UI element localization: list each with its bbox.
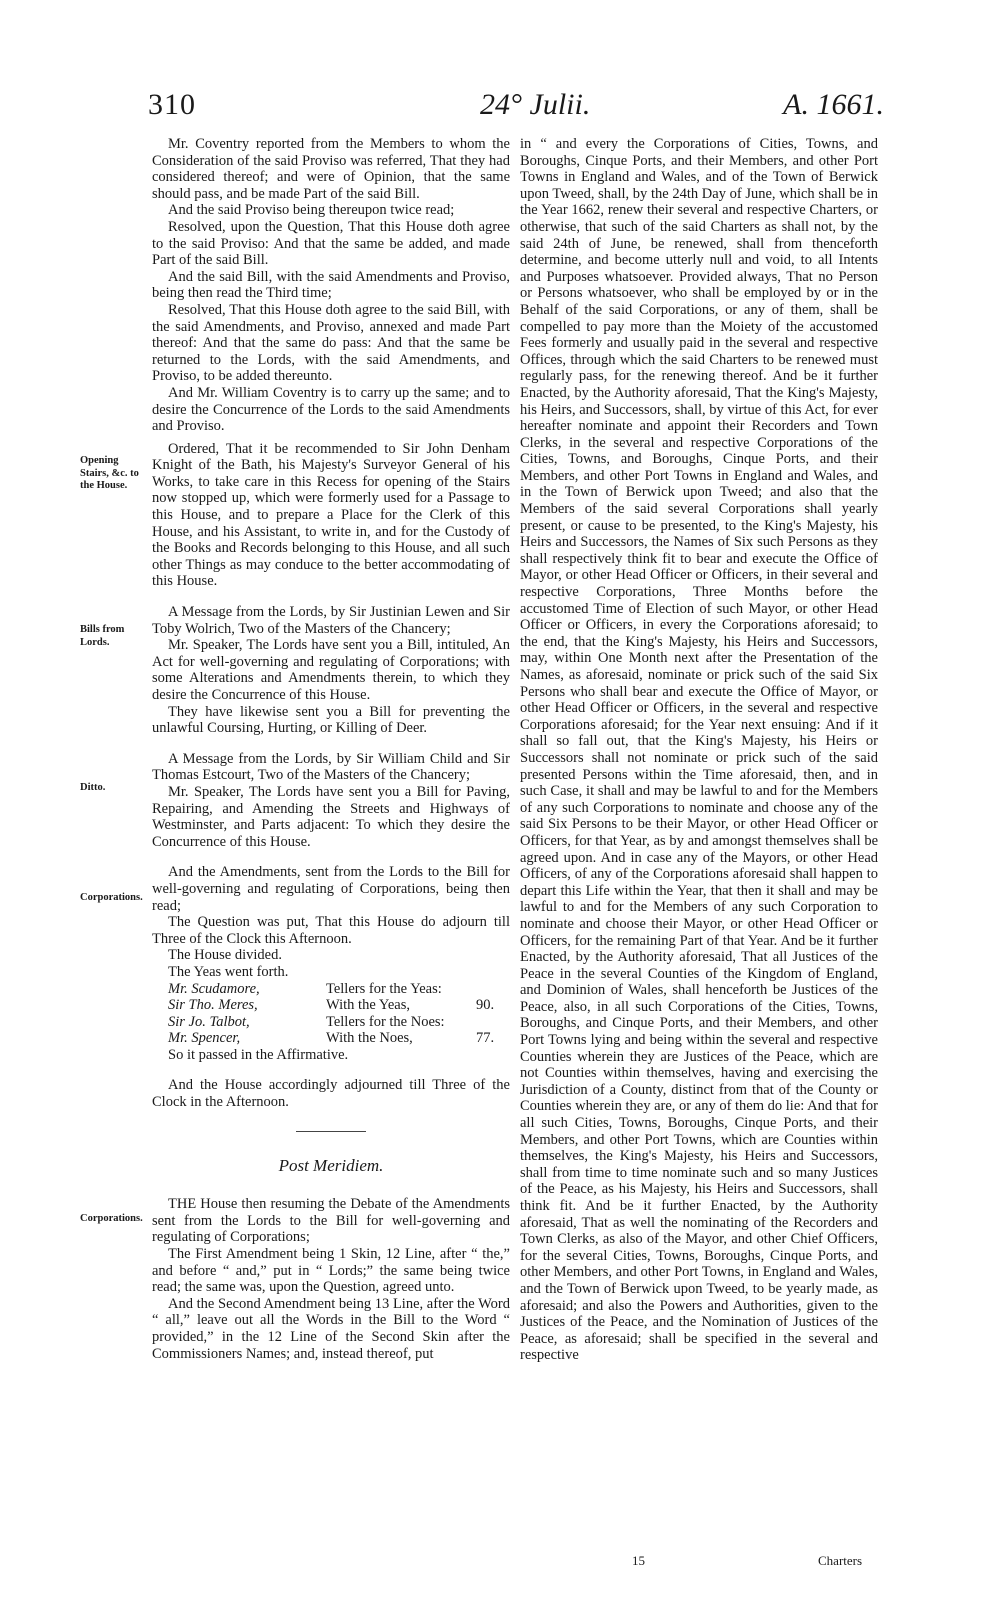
- paragraph: Mr. Speaker, The Lords have sent you a Bill, intituled, An Act for well-governing and regulating of Corporations; with some Alterations and Amendments therein, to which they desire the Concurrence of this House.: [152, 637, 510, 703]
- paragraph: A Message from the Lords, by Sir Justinian Lewen and Sir Toby Wolrich, Two of the Masters of the Chancery;: [152, 604, 510, 637]
- teller-role: With the Yeas,: [326, 997, 410, 1014]
- teller-row: [168, 1014, 510, 1031]
- margin-note-corporations-1: Corporations.: [80, 892, 143, 903]
- paragraph: Ordered, That it be recommended to Sir John Denham Knight of the Bath, his Majesty's Surveyor General of his Works, to take care in this Recess for opening of the Stairs now stopped up, which were formerly used for a Passage to this House, and to prepare a Place for the Clerk of this House, and his Assistant, to write in, and for the Custody of the Books and Records belonging to this House, and all such other Things as may conduce to the better accommodating of this House.: [152, 440, 510, 590]
- paragraph: Mr. Speaker, The Lords have sent you a Bill for Paving, Repairing, and Amending the Streets and Highways of Westminster, and Parts adjacent: To which they desire the Concurrence of this House.: [152, 783, 510, 850]
- paragraph: And Mr. William Coventry is to carry up the same; and to desire the Concurrence of the Lords to the said Amendments and Proviso.: [152, 384, 510, 435]
- paragraph: And the said Proviso being thereupon twice read;: [168, 202, 455, 219]
- page-number: 310: [148, 88, 196, 121]
- paragraph: The Question was put, That this House do adjourn till Three of the Clock this Afternoon.: [152, 914, 510, 947]
- margin-note-ditto: Ditto.: [80, 782, 106, 793]
- paragraph: And the Amendments, sent from the Lords to the Bill for well-governing and regulating of Corporations, being then read;: [152, 864, 510, 914]
- teller-role: With the Noes,: [326, 1030, 413, 1047]
- paragraph: So it passed in the Affirmative.: [168, 1046, 349, 1063]
- teller-name: Sir Jo. Talbot,: [168, 1013, 250, 1030]
- paragraph: And the Second Amendment being 13 Line, after the Word “ all,” leave out all the Words in the Bill to the Word “ provided,” in the 12 Line of the Second Skin after the Commissioners Names; and, instead thereof, put: [152, 1295, 510, 1362]
- yeas-count: 90.: [476, 997, 495, 1014]
- paragraph: The First Amendment being 1 Skin, 12 Line, after “ the,” and before “ and,” put in “ Lords;” the same being twice read; the same was, upon the Question, agreed unto.: [152, 1246, 510, 1296]
- noes-count: 77.: [476, 1030, 495, 1047]
- left-column: [152, 136, 510, 1362]
- catchword: Charters: [818, 1553, 863, 1568]
- paragraph: A Message from the Lords, by Sir William Child and Sir Thomas Estcourt, Two of the Masters of the Chancery;: [152, 750, 510, 784]
- separator-rule: [296, 1131, 366, 1132]
- teller-name: Mr. Spencer,: [168, 1030, 241, 1047]
- section-heading-post-meridiem: Post Meridiem.: [278, 1155, 384, 1175]
- paragraph: Resolved, upon the Question, That this House doth agree to the said Proviso: And that the same be added, and made Part of the said Bill.: [152, 218, 510, 269]
- page-date: 24° Julii.: [480, 88, 591, 121]
- paragraph: THE House then resuming the Debate of the Amendments sent from the Lords to the Bill for well-governing and regulating of Corporations;: [152, 1196, 510, 1246]
- paragraph: And the said Bill, with the said Amendments and Proviso, being then read the Third time;: [152, 268, 510, 302]
- margin-note-bills-from-lords: Bills from Lords.: [80, 624, 125, 648]
- teller-role: Tellers for the Noes:: [326, 1013, 445, 1030]
- paragraph: Mr. Coventry reported from the Members to whom the Consideration of the said Proviso was referred, That they had considered thereof; and were of Opinion, that the same should pass, and be made Part of the said Bill.: [152, 136, 510, 202]
- right-column: [520, 136, 878, 1364]
- paragraph: And the House accordingly adjourned till Three of the Clock in the Afternoon.: [152, 1077, 510, 1111]
- teller-row: [168, 981, 510, 998]
- teller-role: Tellers for the Yeas:: [326, 980, 442, 997]
- margin-note-corporations-2: Corporations.: [80, 1213, 143, 1224]
- page-year: A. 1661.: [783, 88, 884, 121]
- teller-name: Mr. Scudamore,: [168, 980, 260, 997]
- margin-note-opening-stairs: Opening Stairs, &c. to the House.: [80, 455, 139, 491]
- paragraph: The Yeas went forth.: [168, 963, 289, 980]
- paragraph: They have likewise sent you a Bill for preventing the unlawful Coursing, Hurting, or Killing of Deer.: [152, 703, 510, 737]
- paragraph: Resolved, That this House doth agree to the said Bill, with the said Amendments, and Proviso, annexed and made Part thereof: And that the same do pass: And that the same be returned to the Lords, with the said Amendments, and Proviso, to be added thereunto.: [152, 301, 510, 385]
- paragraph: in “ and every the Corporations of Cities, Towns, and Boroughs, Cinque Ports, and their Members, and other Port Towns in England and Wales, and of the Town of Berwick upon Tweed, shall, by the 24th Day of June, which shall be in the Year 1662, renew their several and respective Charters, or otherwise, that such of the said Charters as shall not, by the said 24th of June, be renewed, shall from thenceforth determine, and become utterly null and void, to all Intents and Purposes whatsoever. Provided always, That no Person or Persons whatsoever, who shall be employed by or in the Behalf of the said Corporations, or any of them, shall be compelled to pay more than the Moiety of the accustomed Fees formerly and usually paid in the several and respective Offices, through which the said Charters to be renewed must regularly pass, for the renewing thereof. And be it further Enacted, by the Authority aforesaid, That the King's Majesty, his Heirs, and Successors, shall, by virtue of this Act, for ever hereafter nominate and appoint their Recorders and Town Clerks, in the several and respective Corporations of the Cities, Towns, and Boroughs, Cinque Ports, and their Members, and other Port Towns in England and Wales, and in the Town of Berwick upon Tweed; and also that the Members of the said several Corporations shall yearly present, or cause to be presented, to the King's Majesty, his Heirs and Successors, the Names of Six such Persons as they shall respectively think fit to bear and execute the Office of Mayor, or other Head Officer or Officers, in their several and respective Corporations, Three Months before the accustomed Time of Election of such Mayor, or other Head Officer or Officers, in every the Corporations aforesaid; to the end, that the King's Majesty, his Heirs and Successors, may, within One Month next after the Presentation of the Names, as aforesaid, nominate or prick such of the said Six Persons who shall bear and execute the Office of Mayor, or other Head Officer or Officers, in the several and respective Corporations aforesaid; for the Year next ensuing: And if it shall so fall out, that the King's Majesty, his Heirs or Successors shall not nominate or prick such of the said presented Persons within the Time aforesaid, then, and in such Case, it shall and may be lawful to and for the Members of any such Corporations to nominate and choose any of the said Six Persons to be their Mayor, or other Head Officer or Officers, for that Year, as by and amongst themselves shall be agreed upon. And in case any of the Mayors, or other Head Officers, of any of the Corporations aforesaid shall happen to depart this Life within the Year, that then it shall and may be lawful to and for the Members of any such Corporation to nominate and choose their Mayor, or other Head Officer or Officers, for the remaining Part of that Year. And be it further Enacted, by the Authority aforesaid, That all Justices of the Peace in the several Counties of the Kingdom of England, and Dominion of Wales, shall henceforth be Justices of the Peace, also, in all such Corporations of the Cities, Towns, Boroughs, and Cinque Ports, and their Members, and other Port Towns lying and being within the several and respective Counties wherein they are Justices of the Peace, which are not Counties within themselves, having and exercising the Jurisdiction of a County, distinct from that of the County or Counties wherein they are, or any of them do lie: And that for all such Cities, Towns, Boroughs, Cinque Ports, and their Members, and other Port Towns, which are Counties within themselves, the King's Majesty, his Heirs and Successors, shall from time to time nominate such and so many Justices of the Peace, as his Majesty, his Heirs and Successors, shall think fit. And be it further Enacted, by the Authority aforesaid, That as well the nominating of the Recorders and Town Clerks, as also of the Mayor, and other Chief Officers, for the several Cities, Towns, Boroughs, Cinque Ports, and other Members, and other Port Towns, in England and Wales, and the Town of Berwick upon Tweed, to be yearly made, as aforesaid; and also the Powers and Authorities, given to the Justices of the Peace, and the Nomination of Justices of the Peace, as aforesaid; shall be specified in the several and respective: [520, 136, 878, 1364]
- signature-mark: 15: [632, 1553, 645, 1568]
- teller-row: [168, 1030, 510, 1047]
- tellers-table: [168, 981, 510, 1047]
- paragraph: The House divided.: [168, 947, 282, 964]
- teller-name: Sir Tho. Meres,: [168, 997, 258, 1014]
- teller-row: [168, 997, 510, 1014]
- page-header: [148, 88, 884, 128]
